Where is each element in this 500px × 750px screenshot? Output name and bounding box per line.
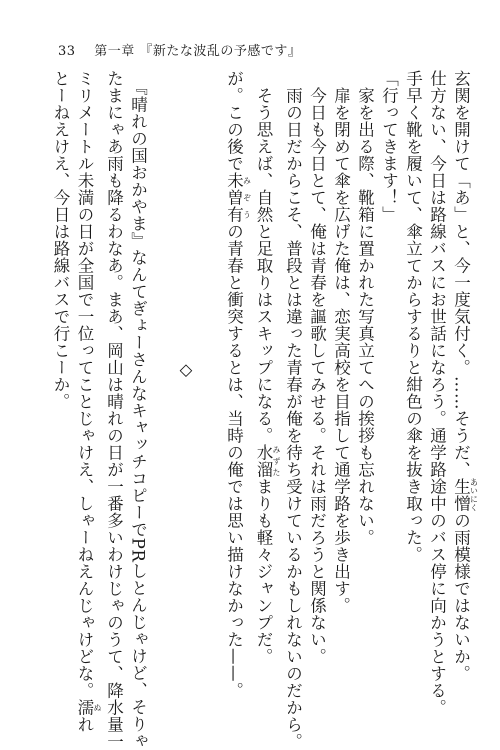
- ruby-word: [254, 444, 281, 478]
- ruby-word: [224, 172, 252, 223]
- running-title: 第一章 『新たな波乱の予感です』: [94, 44, 302, 59]
- text-line: [449, 70, 479, 682]
- ruby-base: 濡: [75, 699, 94, 716]
- text-run: 家を出る際、靴箱に置かれた写真立てへの挨拶も忘れない。: [355, 70, 375, 546]
- text-line: [281, 70, 305, 750]
- text-line: [251, 70, 281, 670]
- page-number: 33: [58, 44, 76, 59]
- ruby-reading: みずた: [272, 444, 281, 478]
- text-line: [377, 70, 401, 670]
- text-run: れ: [75, 716, 94, 733]
- text-run: 雨の日だからこそ、普段とは違った青春が俺を待ち受けているかもしれないのだから。: [283, 70, 303, 750]
- ruby-base: 生憎: [451, 478, 471, 512]
- blank-line: [150, 70, 174, 670]
- text-run: の青春と衝突するとは、当時の俺では思い描けなかった——。: [224, 223, 244, 699]
- section-break: [174, 70, 198, 670]
- text-run: 手早く靴を履いて、傘立てからするりと紺色の傘を抜き取った。: [403, 70, 423, 563]
- text-run: の雨模様ではないか。: [451, 512, 471, 682]
- text-run: ミリメートル未満の日が全国で一位ってことじゃけえ、しゃーねえんじゃけどな。: [75, 70, 94, 699]
- text-run: とーねえけえ、今日は路線バスで行こーか。: [51, 70, 70, 410]
- text-line: [329, 70, 353, 670]
- text-run: そう思えば、自然と足取りはスキップになる。: [254, 70, 273, 444]
- text-run: 今日も今日とて、俺は青春を謳歌してみせる。それは雨だろうと関係ない。: [307, 70, 327, 665]
- text-line: [305, 70, 329, 670]
- text-run: たまにゃあ雨も降るわなあ。まあ、岡山は晴れの日が一番多いわけじゃのうて、降水量一: [104, 70, 124, 750]
- text-run: 仕方ない、今日は路線バスにお世話になろう。通学路途中のバス停に向かうとする。: [427, 70, 447, 716]
- blank-line: [198, 70, 222, 670]
- text-run: が。この後で: [224, 70, 244, 172]
- ruby-reading: みぞう: [242, 172, 252, 223]
- ruby-base: 水溜: [254, 444, 273, 478]
- text-line: [425, 70, 449, 716]
- text-line: [102, 70, 126, 750]
- text-run: 扉を閉めて傘を広げた俺は、恋実高校を目指して通学路を歩き出す。: [331, 70, 351, 614]
- text-run: 『晴れの国おかやま』なんてぎょーさんなキャッチコピーでPRしとんじゃけど、そりゃ: [128, 70, 148, 750]
- text-run: ◇: [176, 360, 196, 380]
- body-text: [48, 70, 479, 750]
- text-line: [401, 70, 425, 670]
- text-run: まりも軽々ジャンプだ。: [254, 478, 273, 665]
- text-run: 「行ってきます！」: [379, 70, 399, 223]
- ruby-base: 未曽有: [224, 172, 244, 223]
- ruby-word: [451, 478, 479, 512]
- text-line: [353, 70, 377, 670]
- text-line: [72, 70, 102, 733]
- ruby-reading: ぬ: [93, 699, 102, 716]
- ruby-word: [75, 699, 102, 716]
- text-line: [222, 70, 252, 699]
- text-line: [48, 70, 72, 670]
- text-run: 玄関を開けて「あ」と、今一度気付く。……そうだ、: [451, 70, 471, 478]
- ruby-reading: あいにく: [469, 478, 479, 512]
- page-header: [58, 40, 301, 59]
- text-line: [126, 70, 150, 750]
